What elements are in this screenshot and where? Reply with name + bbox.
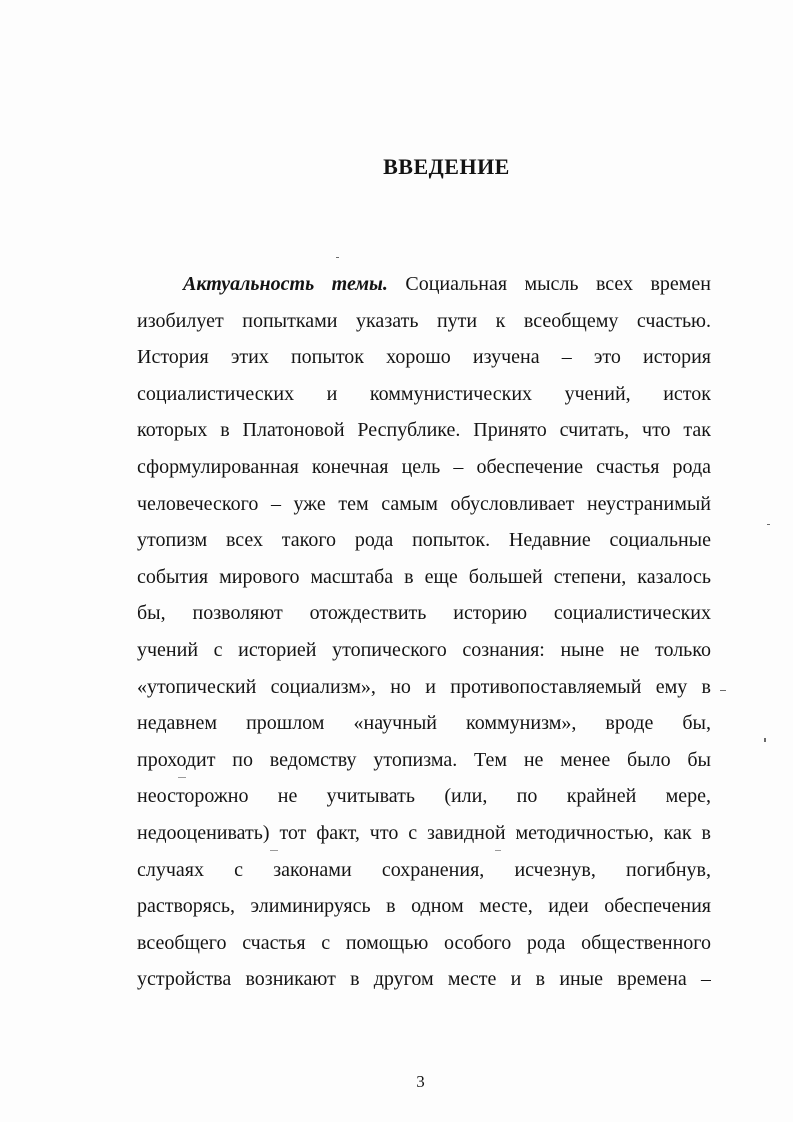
scan-speck (495, 850, 501, 851)
scan-speck (764, 738, 766, 742)
text-line: сформулированная конечная цель – обеспечение счастья рода (137, 455, 711, 478)
text-line: «утопический социализм», но и противопоставляемый ему в (137, 675, 711, 698)
text-line: бы, позволяют отождествить историю социалистических (137, 602, 711, 625)
scan-speck (336, 257, 339, 258)
text-line: всеобщего счастья с помощью особого рода общественного (137, 931, 711, 954)
text-line: человеческого – уже тем самым обусловливает неустранимый (137, 492, 711, 515)
scan-speck (270, 850, 278, 851)
lead-phrase: Актуальность темы. (183, 273, 388, 295)
paragraph-first-line (137, 266, 711, 303)
text-line: проходит по ведомству утопизма. Тем не менее было бы (137, 748, 711, 771)
first-line-text: Социальная мысль всех времен (405, 273, 711, 295)
text-line: утопизм всех такого рода попыток. Недавние социальные (137, 529, 711, 552)
text-line: изобилует попытками указать пути к всеобщему счастью. (137, 309, 711, 332)
text-line: события мирового масштаба в еще большей степени, казалось (137, 565, 711, 588)
text-line: недавнем прошлом «научный коммунизм», вроде бы, (137, 712, 711, 735)
text-line: устройства возникают в другом месте и в иные времена – (137, 968, 711, 991)
body-text (137, 266, 711, 998)
scan-speck (178, 777, 186, 778)
text-line: которых в Платоновой Республике. Принято считать, что так (137, 419, 711, 442)
text-line: социалистических и коммунистических учений, исток (137, 382, 711, 405)
page-number: 3 (416, 1072, 425, 1091)
scan-speck (767, 524, 770, 525)
text-line: растворясь, элиминируясь в одном месте, идеи обеспечения (137, 895, 711, 918)
text-line: учений с историей утопического сознания: ныне не только (137, 638, 711, 661)
text-line: неосторожно не учитывать (или, по крайней мере, (137, 785, 711, 808)
text-line: случаях с законами сохранения, исчезнув, погибнув, (137, 858, 711, 881)
text-line: История этих попыток хорошо изучена – это история (137, 346, 711, 369)
text-line: недооценивать) тот факт, что с завидной методичностью, как в (137, 821, 711, 844)
scan-speck (720, 690, 726, 691)
page-title: ВВЕДЕНИЕ (383, 154, 510, 179)
